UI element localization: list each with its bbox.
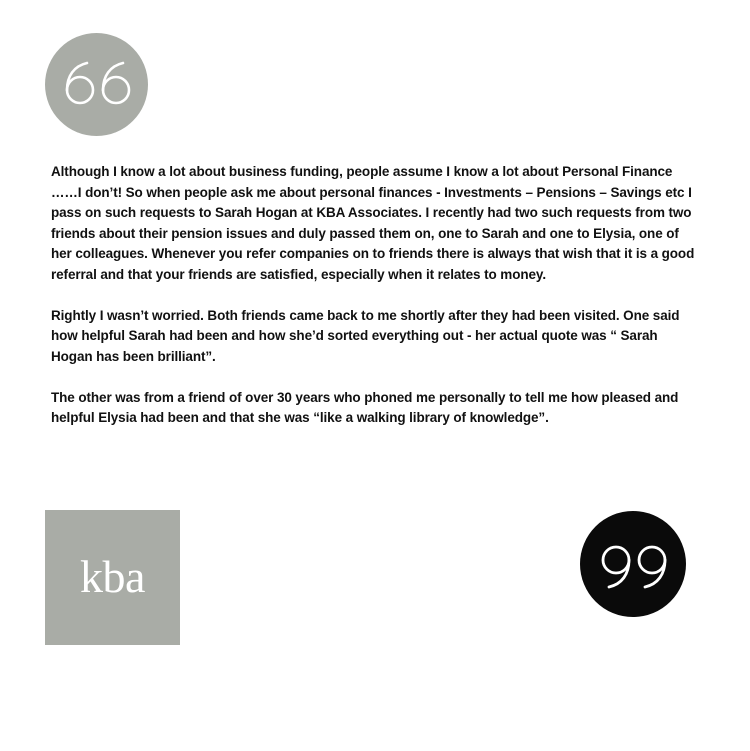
close-quote-icon — [580, 511, 686, 617]
testimonial-paragraph: The other was from a friend of over 30 years who phoned me personally to tell me how pleased and helpful Elysia had been and that she was “like a walking library of knowledge”. — [51, 389, 679, 425]
kba-logo — [45, 510, 180, 645]
logo-text: kba — [80, 551, 145, 602]
testimonial-paragraph: Rightly I wasn’t worried. Both friends came back to me shortly after they had been visited. One said how helpful Sarah had been and how she’d sorted everything out - her actual quote was “ Sarah Hogan has been brilliant”. — [51, 307, 680, 364]
open-quote-glyph — [45, 33, 148, 136]
close-quote-glyph — [580, 511, 686, 617]
open-quote-icon — [45, 33, 148, 136]
testimonial-paragraph: Although I know a lot about business funding, people assume I know a lot about Personal Finance ……I don’t! So when people ask me about personal finances - Investments – Pensions – Savings etc I pass on such requests to Sarah Hogan at KBA Associates. I recently had two such requests from two friends about their pension issues and duly passed them on, one to Sarah and one to Elysia, one of her colleagues. Whenever you refer companies on to friends there is always that wish that it is a good referral and that your friends are satisfied, especially when it relates to money. — [51, 164, 695, 282]
testimonial-text — [51, 162, 701, 449]
